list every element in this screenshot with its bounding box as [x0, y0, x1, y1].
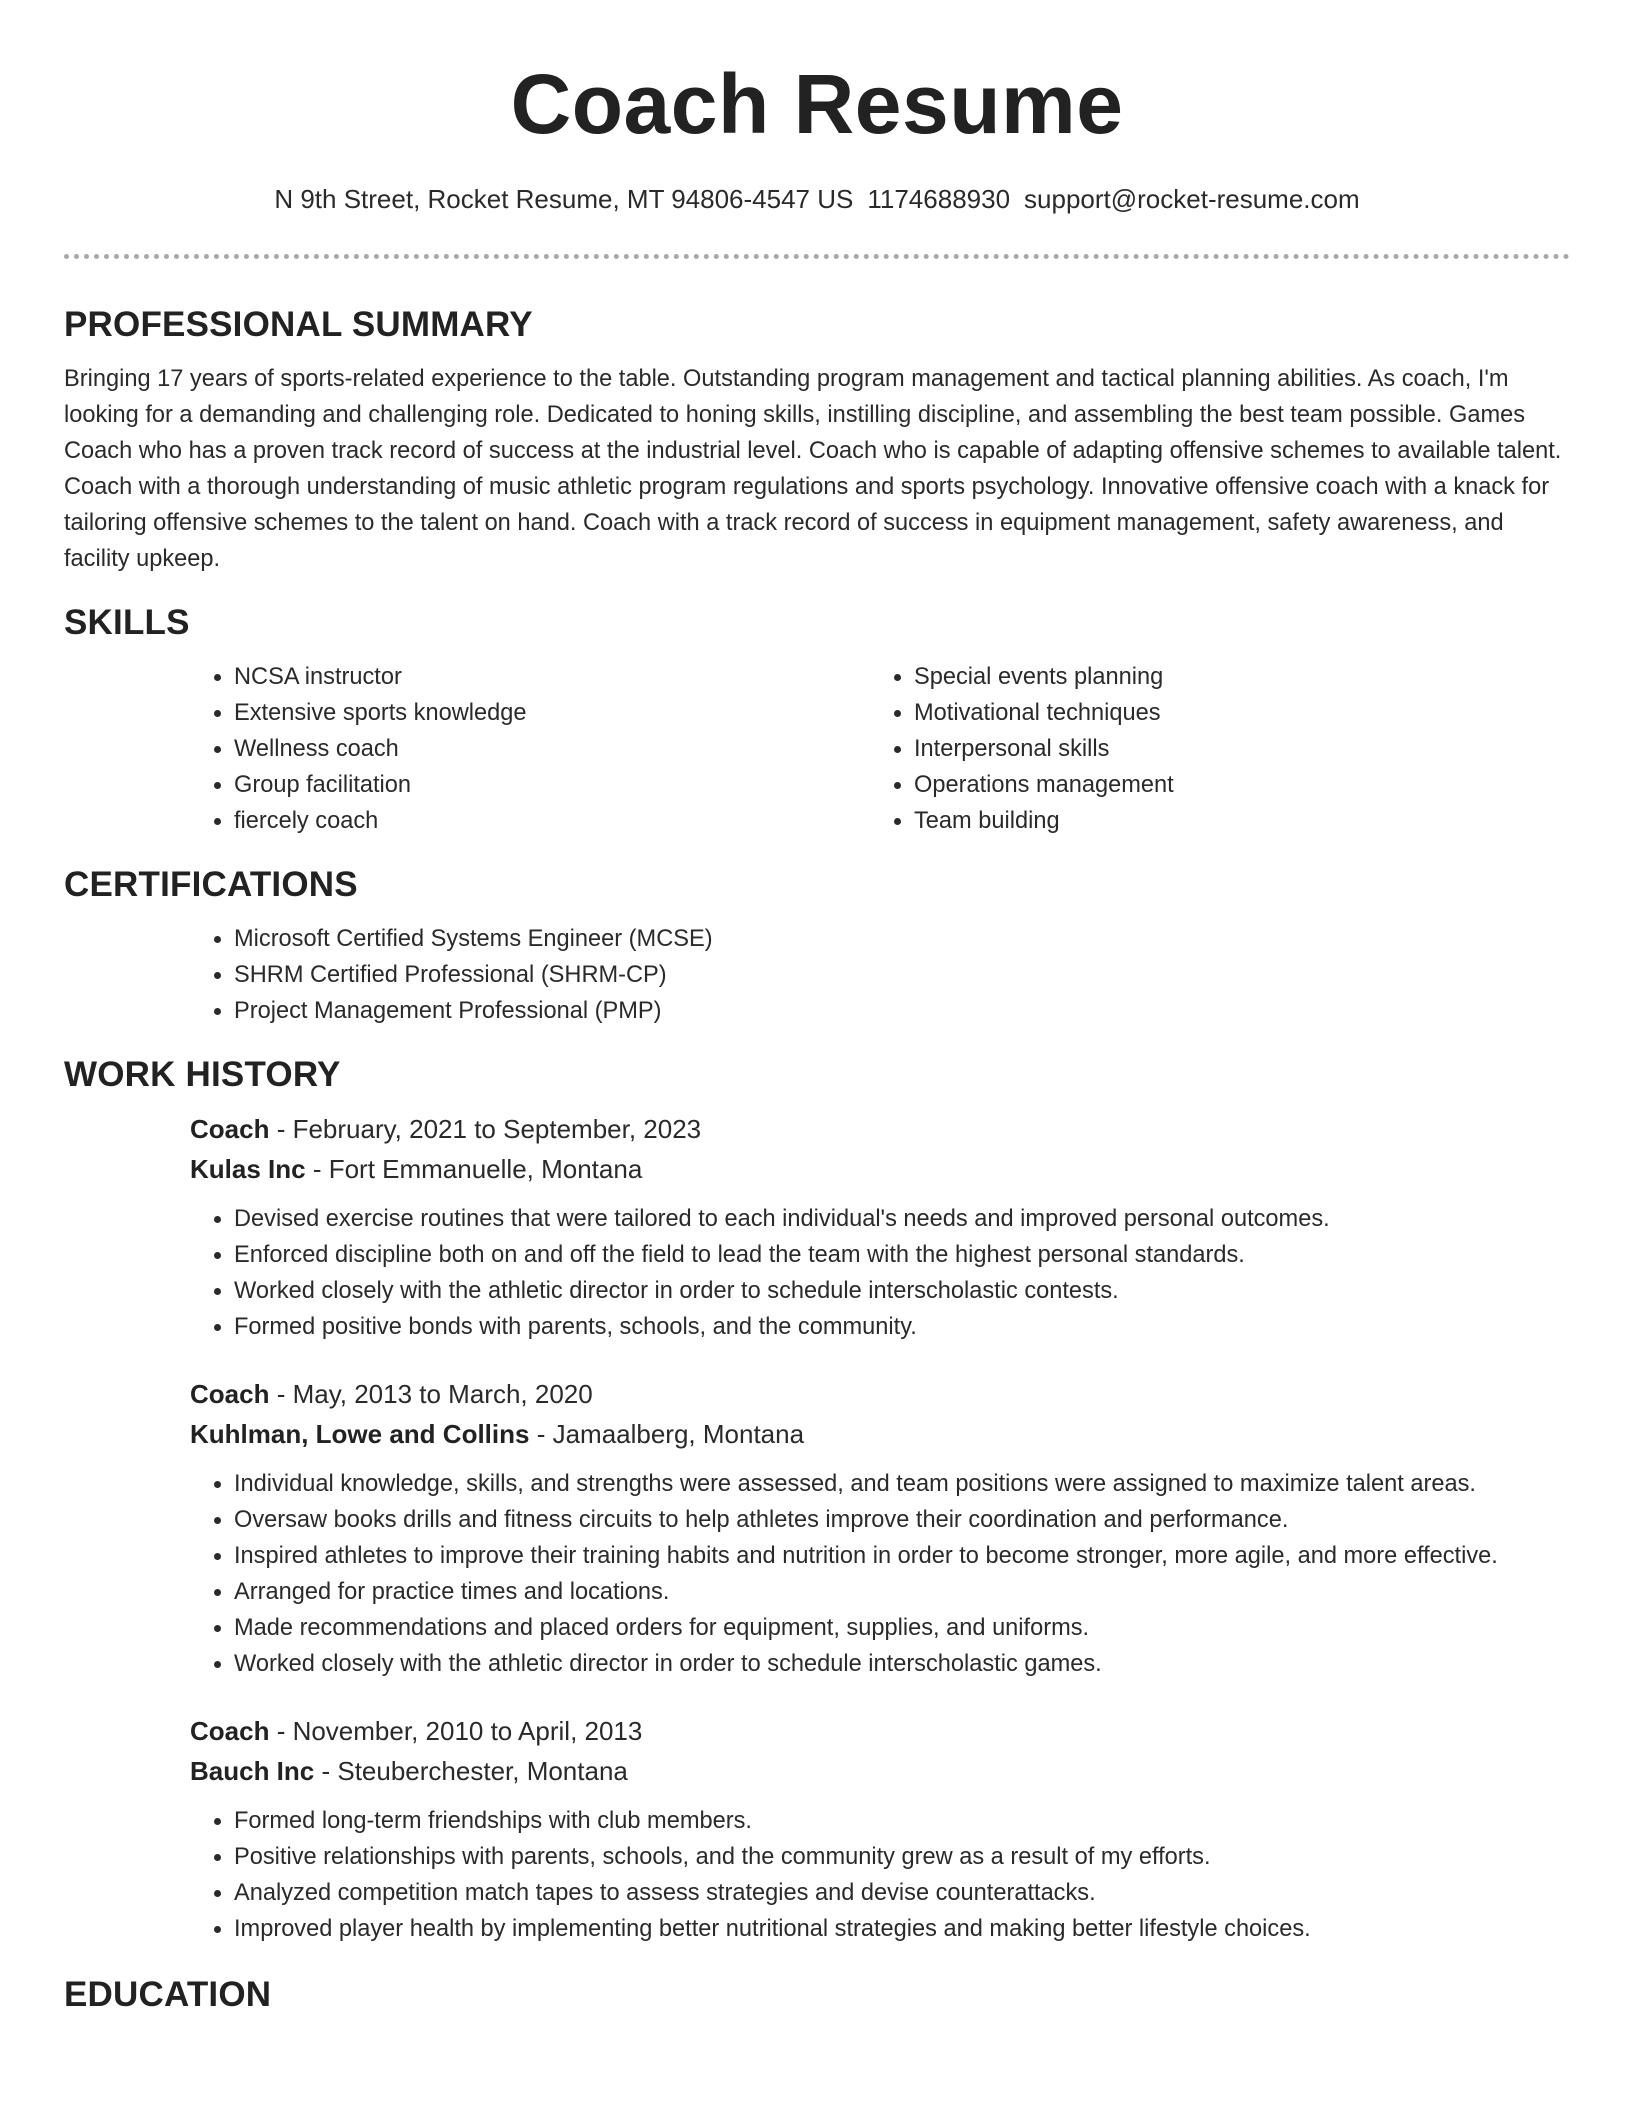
job-bullet: • Oversaw books drills and fitness circuits to help athletes improve their coordination and performance.	[234, 1502, 1570, 1538]
job-company: Kulas Inc	[190, 1154, 306, 1184]
job-location: - Jamaalberg, Montana	[529, 1419, 805, 1449]
job-bullet: • Inspired athletes to improve their training habits and nutrition in order to become stronger, more agile, and more effective.	[234, 1538, 1570, 1574]
job-bullet: • Formed positive bonds with parents, schools, and the community.	[234, 1309, 1570, 1345]
skill-item: • Team building	[914, 803, 1550, 839]
skills-list-left	[190, 659, 870, 839]
job-dates: - May, 2013 to March, 2020	[269, 1379, 593, 1409]
job-location: - Steuberchester, Montana	[314, 1756, 628, 1786]
certification-item: • Microsoft Certified Systems Engineer (MCSE)	[234, 921, 1570, 957]
contact-phone: 1174688930	[867, 184, 1011, 214]
job-entry	[190, 1711, 1570, 1947]
job-title-line	[190, 1109, 1570, 1149]
job-entry	[190, 1374, 1570, 1682]
job-bullet: • Worked closely with the athletic director in order to schedule interscholastic games.	[234, 1646, 1570, 1682]
section-title-summary: PROFESSIONAL SUMMARY	[64, 305, 533, 344]
job-bullet: • Individual knowledge, skills, and strengths were assessed, and team positions were assigned to maximize talent areas.	[234, 1466, 1570, 1502]
job-bullet: • Devised exercise routines that were tailored to each individual's needs and improved personal outcomes.	[234, 1201, 1570, 1237]
job-bullets	[190, 1803, 1570, 1947]
header-divider	[64, 254, 1570, 259]
section-title-certifications: CERTIFICATIONS	[64, 865, 358, 904]
contact-address: N 9th Street, Rocket Resume, MT 94806-4547 US	[274, 184, 854, 214]
certifications-list	[190, 921, 1570, 1029]
job-bullet: • Formed long-term friendships with club members.	[234, 1803, 1570, 1839]
skill-item: • Group facilitation	[234, 767, 870, 803]
job-bullets	[190, 1466, 1570, 1682]
job-bullet: • Analyzed competition match tapes to assess strategies and devise counterattacks.	[234, 1875, 1570, 1911]
section-title-work-history: WORK HISTORY	[64, 1055, 341, 1094]
job-bullet: • Improved player health by implementing better nutritional strategies and making better lifestyle choices.	[234, 1911, 1570, 1947]
job-company: Bauch Inc	[190, 1756, 315, 1786]
job-title-line	[190, 1711, 1570, 1751]
job-entry	[190, 1109, 1570, 1345]
resume-page	[64, 0, 1570, 2017]
skill-item: • Interpersonal skills	[914, 731, 1550, 767]
job-company: Kuhlman, Lowe and Collins	[190, 1419, 530, 1449]
job-bullet: • Enforced discipline both on and off the field to lead the team with the highest personal standards.	[234, 1237, 1570, 1273]
certification-item: • SHRM Certified Professional (SHRM-CP)	[234, 957, 1570, 993]
contact-line	[64, 182, 1570, 216]
skill-item: • Special events planning	[914, 659, 1550, 695]
skill-item: • Operations management	[914, 767, 1550, 803]
skill-item: • Extensive sports knowledge	[234, 695, 870, 731]
skill-item: • Wellness coach	[234, 731, 870, 767]
section-title-skills: SKILLS	[64, 603, 190, 642]
job-bullets	[190, 1201, 1570, 1345]
job-dates: - November, 2010 to April, 2013	[269, 1716, 643, 1746]
contact-email[interactable]: support@rocket-resume.com	[1024, 184, 1360, 214]
job-dates: - February, 2021 to September, 2023	[269, 1114, 702, 1144]
job-bullet: • Arranged for practice times and locations.	[234, 1574, 1570, 1610]
skills-columns	[190, 659, 1570, 839]
job-company-line	[190, 1414, 1570, 1454]
job-location: - Fort Emmanuelle, Montana	[305, 1154, 643, 1184]
skill-item: • Motivational techniques	[914, 695, 1550, 731]
job-company-line	[190, 1751, 1570, 1791]
skill-item: • fiercely coach	[234, 803, 870, 839]
job-bullet: • Made recommendations and placed orders for equipment, supplies, and uniforms.	[234, 1610, 1570, 1646]
resume-title: Coach Resume	[510, 57, 1124, 151]
job-company-line	[190, 1149, 1570, 1189]
certification-item: • Project Management Professional (PMP)	[234, 993, 1570, 1029]
job-title: Coach	[190, 1114, 270, 1144]
job-bullet: • Positive relationships with parents, schools, and the community grew as a result of my efforts.	[234, 1839, 1570, 1875]
skill-item: • NCSA instructor	[234, 659, 870, 695]
job-bullet: • Worked closely with the athletic director in order to schedule interscholastic contests.	[234, 1273, 1570, 1309]
job-title: Coach	[190, 1379, 270, 1409]
skills-list-right	[870, 659, 1550, 839]
job-title: Coach	[190, 1716, 270, 1746]
job-title-line	[190, 1374, 1570, 1414]
section-title-education: EDUCATION	[64, 1975, 272, 2014]
summary-text: Bringing 17 years of sports-related experience to the table. Outstanding program management and tactical planning abilities. As coach, I'm looking for a demanding and challenging role. Dedicated to honing skills, instilling discipline, and assembling the best team possible. Games Coach who has a proven track record of success at the industrial level. Coach who is capable of adapting offensive schemes to available talent. Coach with a thorough understanding of music athletic program regulations and sports psychology. Innovative offensive coach with a knack for tailoring offensive schemes to the talent on hand. Coach with a track record of success in equipment management, safety awareness, and facility upkeep.	[64, 366, 1562, 572]
